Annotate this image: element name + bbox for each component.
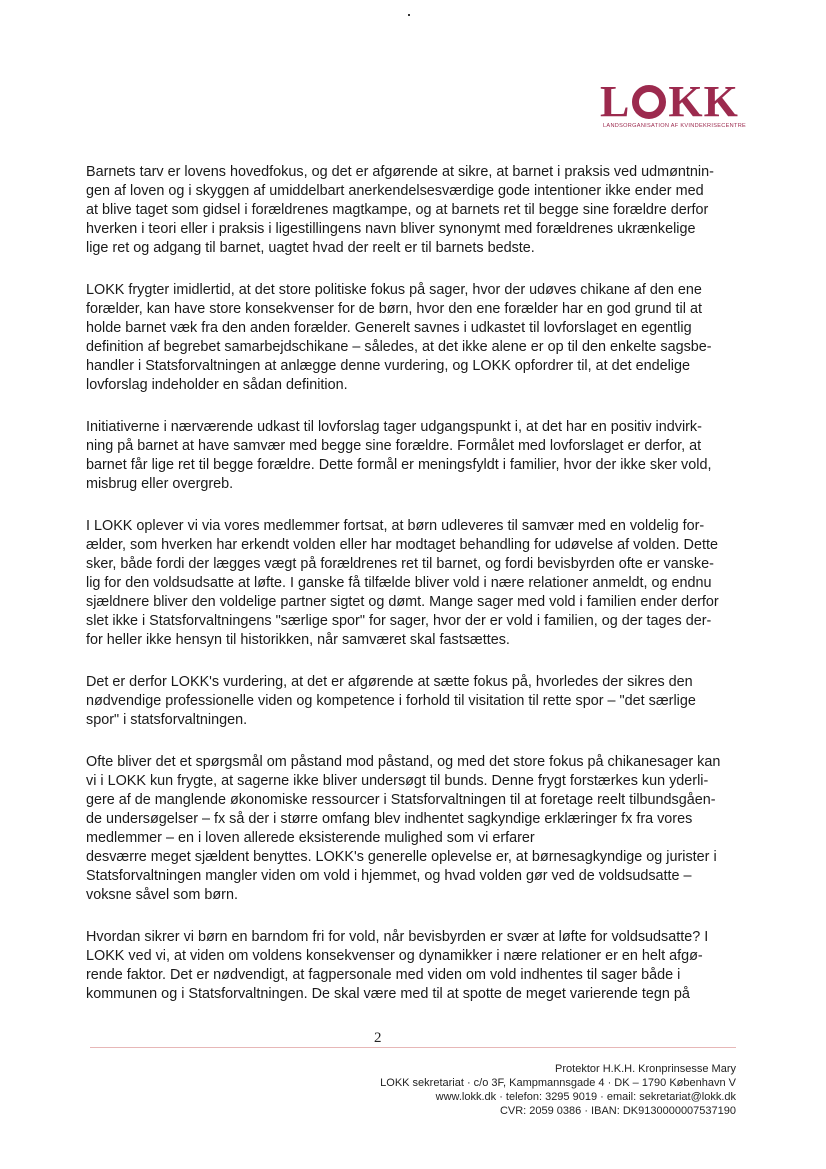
paragraph-line: forælder, kan have store konsekvenser for de børn, hvor den ene forælder har en god grund til at: [86, 301, 702, 317]
paragraph: [86, 281, 742, 395]
paragraph-line: lovforslag indeholder en sådan definition.: [86, 377, 348, 393]
paragraph-line: Ofte bliver det et spørgsmål om påstand mod påstand, og med det store fokus på chikanesager kan: [86, 754, 721, 770]
paragraph-line: Barnets tarv er lovens hovedfokus, og det er afgørende at sikre, at barnet i praksis ved udmøntnin-: [86, 164, 714, 180]
logo-o-icon: [632, 85, 666, 119]
paragraph-line: slet ikke i Statsforvaltningens "særlige spor" for sager, hvor der er vold i familien, og der tages der-: [86, 613, 712, 629]
paragraph: [86, 673, 742, 730]
paragraph-line: nødvendige professionelle viden og kompetence i forhold til visitation til rette spor – "det særlige: [86, 693, 696, 709]
paragraph-line: barnet får lige ret til begge forældre. Dette formål er meningsfyldt i familier, hvor der ikke sker vold,: [86, 457, 712, 473]
paragraph-line: rende faktor. Det er nødvendigt, at fagpersonale med viden om vold indhentes til sager både i: [86, 967, 681, 983]
paragraph-line: LOKK frygter imidlertid, at det store politiske fokus på sager, hvor der udøves chikane af den ene: [86, 282, 702, 298]
paragraph-line: voksne såvel som børn.: [86, 887, 238, 903]
paragraph-line: kommunen og i Statsforvaltningen. De skal være med til at spotte de meget varierende tegn på: [86, 986, 690, 1002]
footer-address: LOKK sekretariat · c/o 3F, Kampmannsgade 4 · DK – 1790 København V: [380, 1077, 736, 1089]
paragraph-line: I LOKK oplever vi via vores medlemmer fortsat, at børn udleveres til samvær med en voldelig for-: [86, 518, 705, 534]
lokk-logo: [598, 77, 747, 136]
footer-patron: Protektor H.K.H. Kronprinsesse Mary: [555, 1063, 736, 1075]
footer-divider: [90, 1047, 736, 1048]
paragraph-line: for heller ikke hensyn til historikken, når samværet skal fastsættes.: [86, 632, 510, 648]
page-number: 2: [374, 1030, 382, 1046]
paragraph-line: definition af begrebet samarbejdschikane – således, at det ikke alene er op til den enkelte sagsbe-: [86, 339, 712, 355]
footer-ids: CVR: 2059 0386 · IBAN: DK9130000007537190: [499, 1105, 736, 1117]
paragraph-line: Initiativerne i nærværende udkast til lovforslag tager udgangspunkt i, at det har en positiv indvirk-: [86, 419, 702, 435]
paragraph-line: ning på barnet at have samvær med begge sine forældre. Formålet med lovforslaget er derfor, at: [86, 438, 702, 454]
paragraph-line: holde barnet væk fra den anden forælder. Generelt savnes i udkastet til lovforslaget en egentlig: [86, 320, 692, 336]
paragraph-line: medlemmer – en i loven allerede eksisterende mulighed som vi erfarer: [86, 830, 535, 846]
paragraph-line: sker, både fordi der lægges vægt på forældrenes ret til barnet, og fordi bevisbyrden ofte er vanske-: [86, 556, 714, 572]
paragraph-line: misbrug eller overgreb.: [86, 476, 234, 492]
paragraph-line: LOKK ved vi, at viden om voldens konsekvenser og dynamikker i nære relationer er en helt afgø-: [86, 948, 703, 964]
paragraph: [86, 163, 742, 258]
paragraph-line: lig for den voldsudsatte at løfte. I ganske få tilfælde bliver vold i nære relationer anmeldt, og endnu: [86, 575, 712, 591]
paragraph-line: vi i LOKK kun frygte, at sagerne ikke bliver undersøgt til bunds. Denne frygt forstærkes kun yderli-: [86, 773, 709, 789]
logo-wordmark: L KK: [600, 77, 739, 126]
paragraph-line: at blive taget som gidsel i forældrenes magtkampe, og at barnets ret til begge sine forældre derfor: [86, 202, 709, 218]
paragraph-line: gere af de manglende økonomiske ressourcer i Statsforvaltningen til at foretage reelt tilbundsgåen-: [86, 792, 716, 808]
paragraph-line: handler i Statsforvaltningen at anlægge denne vurdering, og LOKK opfordrer til, at det endelige: [86, 358, 690, 374]
paragraph: [86, 418, 742, 494]
paragraph-line: lige ret og adgang til barnet, uagtet hvad der reelt er til barnets bedste.: [86, 240, 535, 256]
paragraph-line: desværre meget sjældent benyttes. LOKK's generelle oplevelse er, at børnesagkyndige og jurister i: [86, 849, 717, 865]
paragraph-line: gen af loven og i skyggen af umiddelbart anerkendelsesværdige gode intentioner ikke ender med: [86, 183, 704, 199]
paragraph-line: Hvordan sikrer vi børn en barndom fri for vold, når bevisbyrden er svær at løfte for voldsudsatte? I: [86, 929, 709, 945]
paragraph-line: Statsforvaltningen mangler viden om vold i hjemmet, og hvad volden gør ved de voldsudsatte –: [86, 868, 692, 884]
paragraph: [86, 517, 742, 650]
paragraph-line: de undersøgelser – fx så der i større omfang blev indhentet sagkyndige erklæringer fx fra vores: [86, 811, 693, 827]
paragraph: [86, 928, 742, 1004]
paragraph-line: hverken i teori eller i praksis i ligestillingens navn bliver synonymt med forældrenes ukrænkelige: [86, 221, 696, 237]
footer-contact: www.lokk.dk · telefon: 3295 9019 · email: sekretariat@lokk.dk: [435, 1091, 736, 1103]
paragraph-line: Det er derfor LOKK's vurdering, at det er afgørende at sætte fokus på, hvorledes der sikres den: [86, 674, 693, 690]
paragraph-line: spor" i statsforvaltningen.: [86, 712, 248, 728]
paragraph: [86, 753, 742, 905]
letter-body: [86, 163, 742, 1027]
scan-mark: [408, 14, 410, 16]
logo-tagline: LANDSORGANISATION AF KVINDEKRISECENTRE: [603, 123, 747, 129]
footer: [380, 1062, 736, 1118]
paragraph-line: sjældnere bliver den voldelige partner sigtet og dømt. Mange sager med vold i familien ender derfor: [86, 594, 719, 610]
paragraph-line: ælder, som hverken har erkendt volden eller har modtaget behandling for udøvelse af volden. Dette: [86, 537, 718, 553]
